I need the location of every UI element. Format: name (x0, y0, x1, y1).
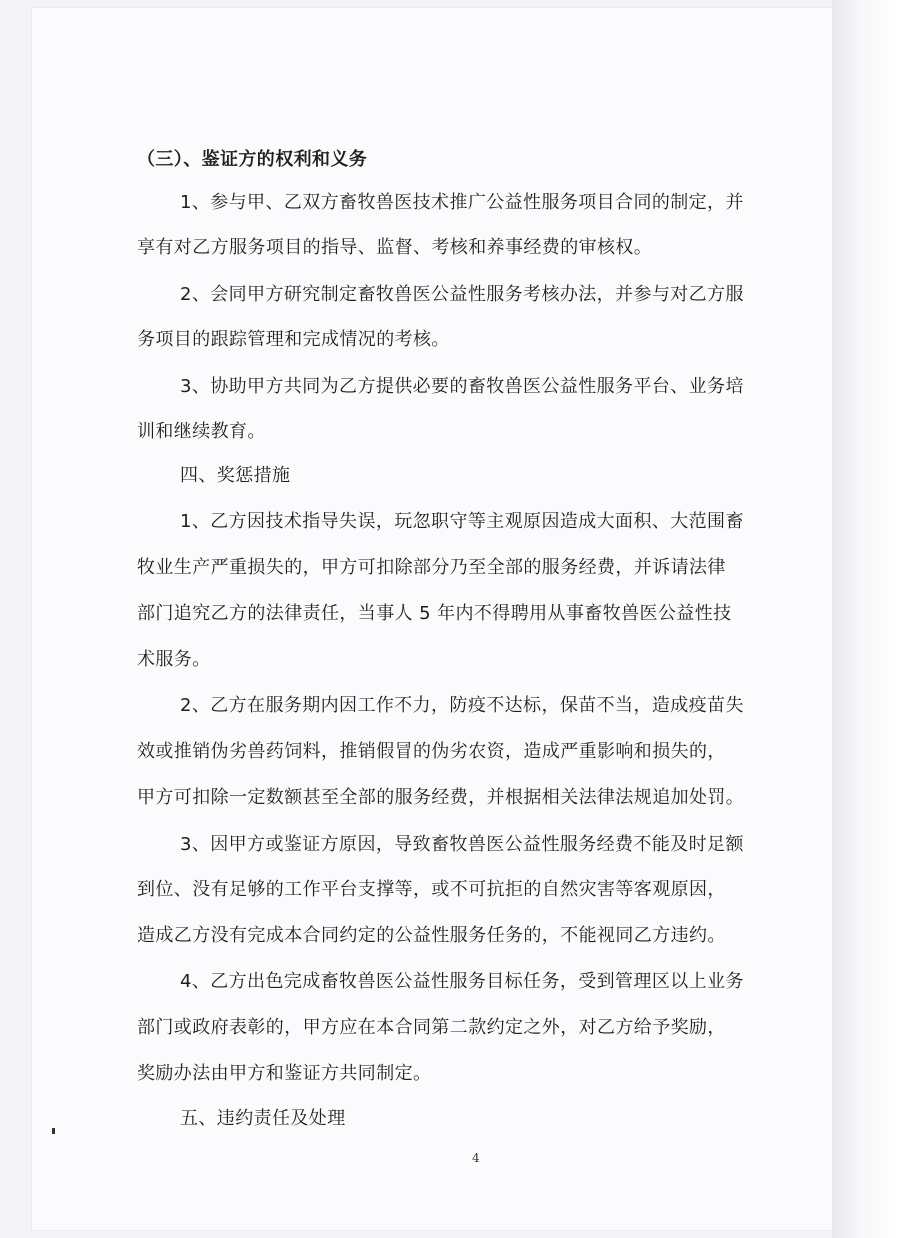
paragraph-line: 4、乙方出色完成畜牧兽医公益性服务目标任务，受到管理区以上业务 (180, 971, 744, 992)
paragraph-line: 享有对乙方服务项目的指导、监督、考核和养事经费的审核权。 (137, 237, 653, 258)
paragraph-line: 2、乙方在服务期内因工作不力，防疫不达标，保苗不当，造成疫苗失 (180, 695, 744, 716)
paragraph-line: 甲方可扣除一定数额甚至全部的服务经费，并根据相关法律法规追加处罚。 (137, 787, 745, 808)
paragraph-line: 1、乙方因技术指导失误，玩忽职守等主观原因造成大面积、大范围畜 (180, 511, 744, 532)
paragraph-line: 训和继续教育。 (137, 421, 266, 442)
paragraph-line: 造成乙方没有完成本合同约定的公益性服务任务的，不能视同乙方违约。 (137, 925, 726, 946)
paragraph-line: 务项目的跟踪管理和完成情况的考核。 (137, 329, 450, 350)
paragraph-line: 3、因甲方或鉴证方原因，导致畜牧兽医公益性服务经费不能及时足额 (180, 834, 744, 855)
section-heading: （三）、鉴证方的权利和义务 (137, 149, 368, 170)
subsection-heading: 五、违约责任及处理 (180, 1108, 346, 1129)
page-number: 4 (472, 1151, 480, 1165)
paragraph-line: 3、协助甲方共同为乙方提供必要的畜牧兽医公益性服务平台、业务培 (180, 376, 744, 397)
paragraph-line: 牧业生产严重损失的，甲方可扣除部分乃至全部的服务经费，并诉请法律 (137, 557, 726, 578)
paragraph-line: 到位、没有足够的工作平台支撑等，或不可抗拒的自然灾害等客观原因， (137, 879, 726, 900)
paragraph-line: 术服务。 (137, 649, 211, 670)
paragraph-line: 效或推销伪劣兽药饲料，推销假冒的伪劣农资，造成严重影响和损失的， (137, 741, 726, 762)
subsection-heading: 四、奖惩措施 (180, 465, 291, 486)
scan-speck (52, 1128, 55, 1134)
paragraph-line: 1、参与甲、乙双方畜牧兽医技术推广公益性服务项目合同的制定，并 (180, 192, 744, 213)
paragraph-line: 奖励办法由甲方和鉴证方共同制定。 (137, 1063, 432, 1084)
scan-edge (832, 0, 900, 1238)
paragraph-line: 部门或政府表彰的，甲方应在本合同第二款约定之外，对乙方给予奖励， (137, 1017, 726, 1038)
paragraph-line: 2、会同甲方研究制定畜牧兽医公益性服务考核办法，并参与对乙方服 (180, 284, 744, 305)
paragraph-line: 部门追究乙方的法律责任，当事人 5 年内不得聘用从事畜牧兽医公益性技 (137, 603, 732, 624)
